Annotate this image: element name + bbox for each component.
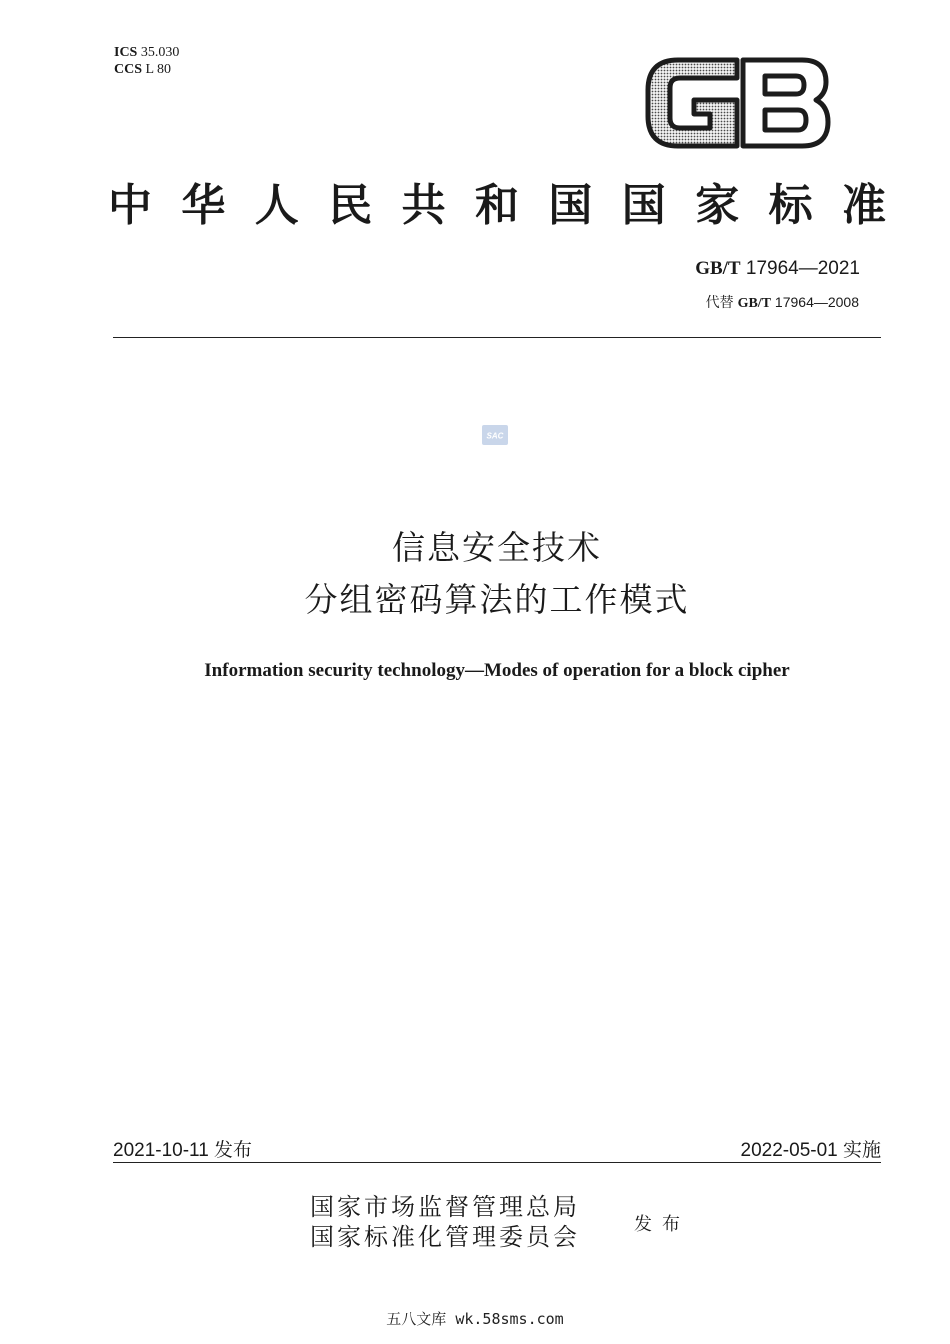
- issuer-line-1: 国家市场监督管理总局: [310, 1193, 580, 1221]
- standard-number-prefix: GB/T: [695, 258, 741, 279]
- standard-number-value: 17964—2021: [745, 258, 860, 279]
- issuer-suffix: 发布: [634, 1214, 690, 1235]
- standard-category-title: 中华人民共和国国家标准: [108, 180, 888, 231]
- implementation-date: 2022-05-01 实施: [740, 1140, 881, 1161]
- header-divider: [113, 337, 881, 338]
- issuing-authorities: [310, 1192, 580, 1252]
- issue-date: 2021-10-11 发布: [113, 1140, 253, 1161]
- gb-logo: [642, 54, 832, 152]
- sac-watermark-stamp: [481, 424, 509, 446]
- ics-value: 35.030: [140, 45, 180, 60]
- document-title-chinese: [0, 522, 950, 626]
- site-watermark: 五八文库 wk.58sms.com: [386, 1310, 564, 1328]
- ccs-value: L 80: [145, 62, 172, 77]
- sac-stamp-text: SAC: [486, 431, 504, 441]
- ics-label: ICS: [114, 45, 138, 60]
- issuer-line-2: 国家标准化管理委员会: [310, 1223, 580, 1251]
- replaces-code: GB/T: [737, 296, 772, 311]
- title-line-2: 分组密码算法的工作模式: [304, 580, 690, 619]
- document-title-english: Information security technology—Modes of operation for a block cipher: [204, 660, 790, 681]
- replaces-standard: [706, 292, 859, 312]
- replaces-value: 17964—2008: [774, 294, 859, 310]
- title-line-1: 信息安全技术: [392, 528, 602, 567]
- classification-codes: [114, 44, 179, 78]
- ccs-code: [114, 61, 179, 78]
- footer-divider: [113, 1162, 881, 1163]
- ics-code: [114, 44, 179, 61]
- replaces-prefix: 代替: [705, 294, 734, 310]
- standard-number: [695, 258, 860, 280]
- ccs-label: CCS: [114, 62, 143, 77]
